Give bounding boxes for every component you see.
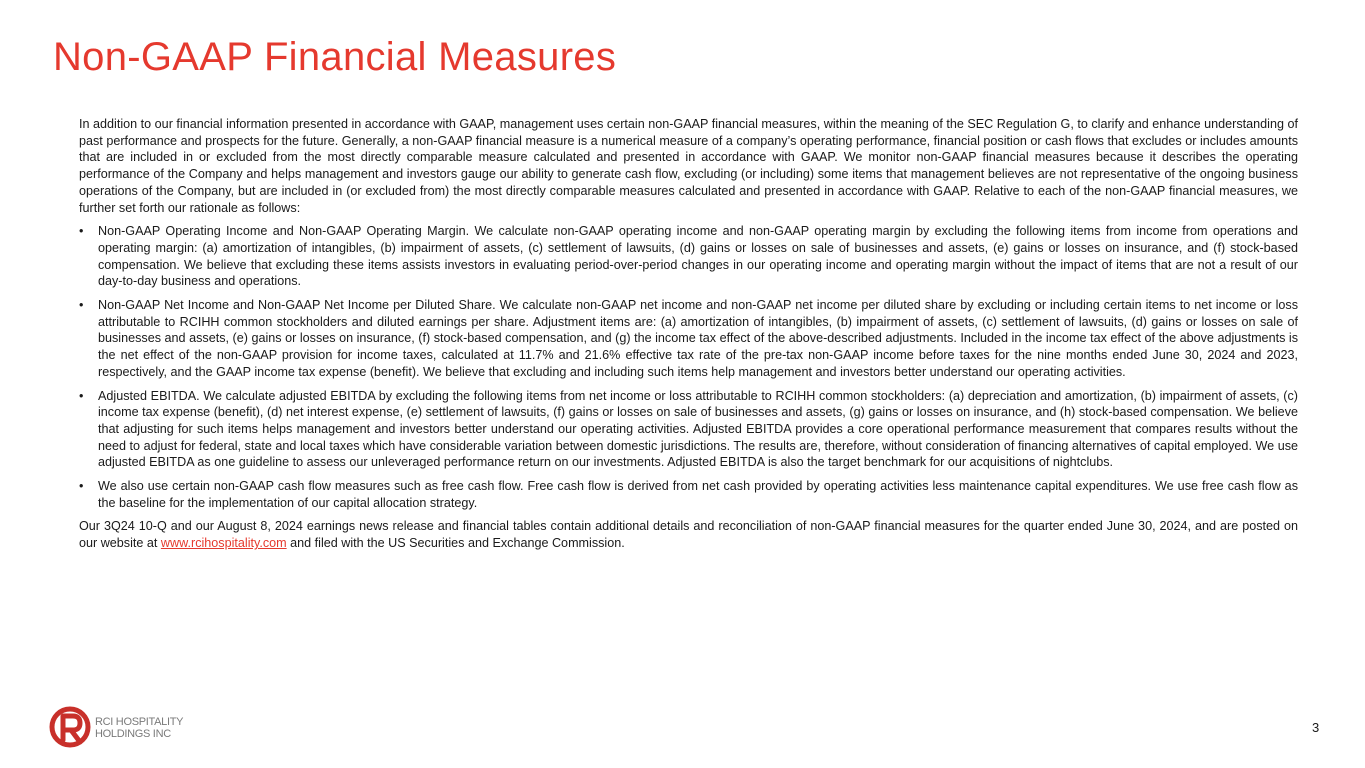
bullet-icon: •: [79, 388, 84, 403]
logo-line-2: HOLDINGS INC: [95, 728, 171, 740]
company-logo: [48, 704, 198, 752]
rci-r-logo-icon: [48, 704, 92, 750]
bullet-text-adjusted-ebitda: Adjusted EBITDA. We calculate adjusted EBITDA by excluding the following items from net income or loss attributable to RCIHH common stockholders: (a) depreciation and amortization, (b) impairment of assets, (c) income tax expense (benefit), (d) net interest expense, (e) settlement of lawsuits, (f) gains or losses on sale of businesses and assets, (g) gains or losses on insurance, and (h) stock-based compensation. We believe that adjusting for such items helps management and investors better understand our operating activities. Adjusted EBITDA provides a core operational performance measurement that compares results without the need to adjust for federal, state and local taxes which have considerable variation between domestic jurisdictions. The results are, therefore, without consideration of financing alternatives of capital employed. We use adjusted EBITDA as one guideline to assess our unleveraged performance return on our investments. Adjusted EBITDA is also the target benchmark for our acquisitions of nightclubs.: [98, 388, 1298, 470]
bullet-icon: •: [79, 298, 84, 313]
closing-text-before: Our 3Q24 10-Q and our August 8, 2024 earnings news release and financial tables contain additional details and reconciliation of non-GAAP financial measures for the quarter ended June 30, 2024, and are posted on our website at: [79, 519, 1298, 551]
bullet-icon: •: [79, 479, 84, 494]
list-item: [79, 388, 1298, 472]
list-item: [79, 223, 1298, 290]
bullet-text-free-cash-flow: We also use certain non-GAAP cash flow measures such as free cash flow. Free cash flow is derived from net cash provided by operating activities less maintenance capital expenditures. We use free cash flow as the baseline for the implementation of our capital allocation strategy.: [98, 479, 1298, 510]
logo-wordmark: [95, 716, 183, 740]
logo-line-1: RCI HOSPITALITY: [95, 716, 184, 728]
bullet-icon: •: [79, 224, 84, 239]
website-link[interactable]: www.rcihospitality.com: [160, 536, 287, 551]
closing-paragraph: [79, 518, 1298, 551]
page-title: Non-GAAP Financial Measures: [53, 35, 617, 79]
page-number: 3: [1312, 720, 1320, 735]
body-content: [79, 116, 1298, 552]
list-item: [79, 478, 1298, 511]
list-item: [79, 297, 1298, 381]
closing-text-after: and filed with the US Securities and Exchange Commission.: [286, 536, 625, 551]
intro-paragraph: In addition to our financial information presented in accordance with GAAP, management uses certain non-GAAP financial measures, within the meaning of the SEC Regulation G, to clarify and enhance understanding of past performance and prospects for the future. Generally, a non-GAAP financial measure is a numerical measure of a company’s operating performance, financial position or cash flows that excludes or includes amounts that are included in or excluded from the most directly comparable measure calculated and presented in accordance with GAAP. We monitor non-GAAP financial measures because it describes the operating performance of the Company and helps management and investors gauge our ability to generate cash flow, excluding (or including) some items that management believes are not representative of the ongoing business operations of the Company, but are included in (or excluded from) the most directly comparable measures calculated and presented in accordance with GAAP. Relative to each of the non-GAAP financial measures, we further set forth our rationale as follows:: [79, 117, 1298, 215]
bullet-text-net-income: Non-GAAP Net Income and Non-GAAP Net Income per Diluted Share. We calculate non-GAAP net income and non-GAAP net income per diluted share by excluding or including certain items to net income or loss attributable to RCIHH common stockholders and diluted earnings per share. Adjustment items are: (a) amortization of intangibles, (b) impairment of assets, (c) settlement of lawsuits, (d) gains or losses on sale of businesses and assets, (e) gains or losses on insurance, (f) stock-based compensation, and (g) the income tax effect of the above-described adjustments. Included in the income tax effect of the above adjustments is the net effect of the non-GAAP provision for income taxes, calculated at 11.7% and 21.6% effective tax rate of the pre-tax non-GAAP income before taxes for the nine months ended June 30, 2024 and 2023, respectively, and the GAAP income tax expense (benefit). We believe that excluding and including such items help management and investors better understand our operating activities.: [98, 298, 1298, 379]
bullet-text-operating-income: Non-GAAP Operating Income and Non-GAAP Operating Margin. We calculate non-GAAP operating income and non-GAAP operating margin by excluding the following items from income from operations and operating margin: (a) amortization of intangibles, (b) impairment of assets, (c) settlement of lawsuits, (d) gains or losses on sale of businesses and assets, (e) gains or losses on insurance, and (f) stock-based compensation. We believe that excluding these items assists investors in evaluating period-over-period changes in our operating income and operating margin without the impact of items that are not a result of our day-to-day business and operations.: [98, 224, 1298, 289]
rationale-list: [79, 223, 1298, 511]
